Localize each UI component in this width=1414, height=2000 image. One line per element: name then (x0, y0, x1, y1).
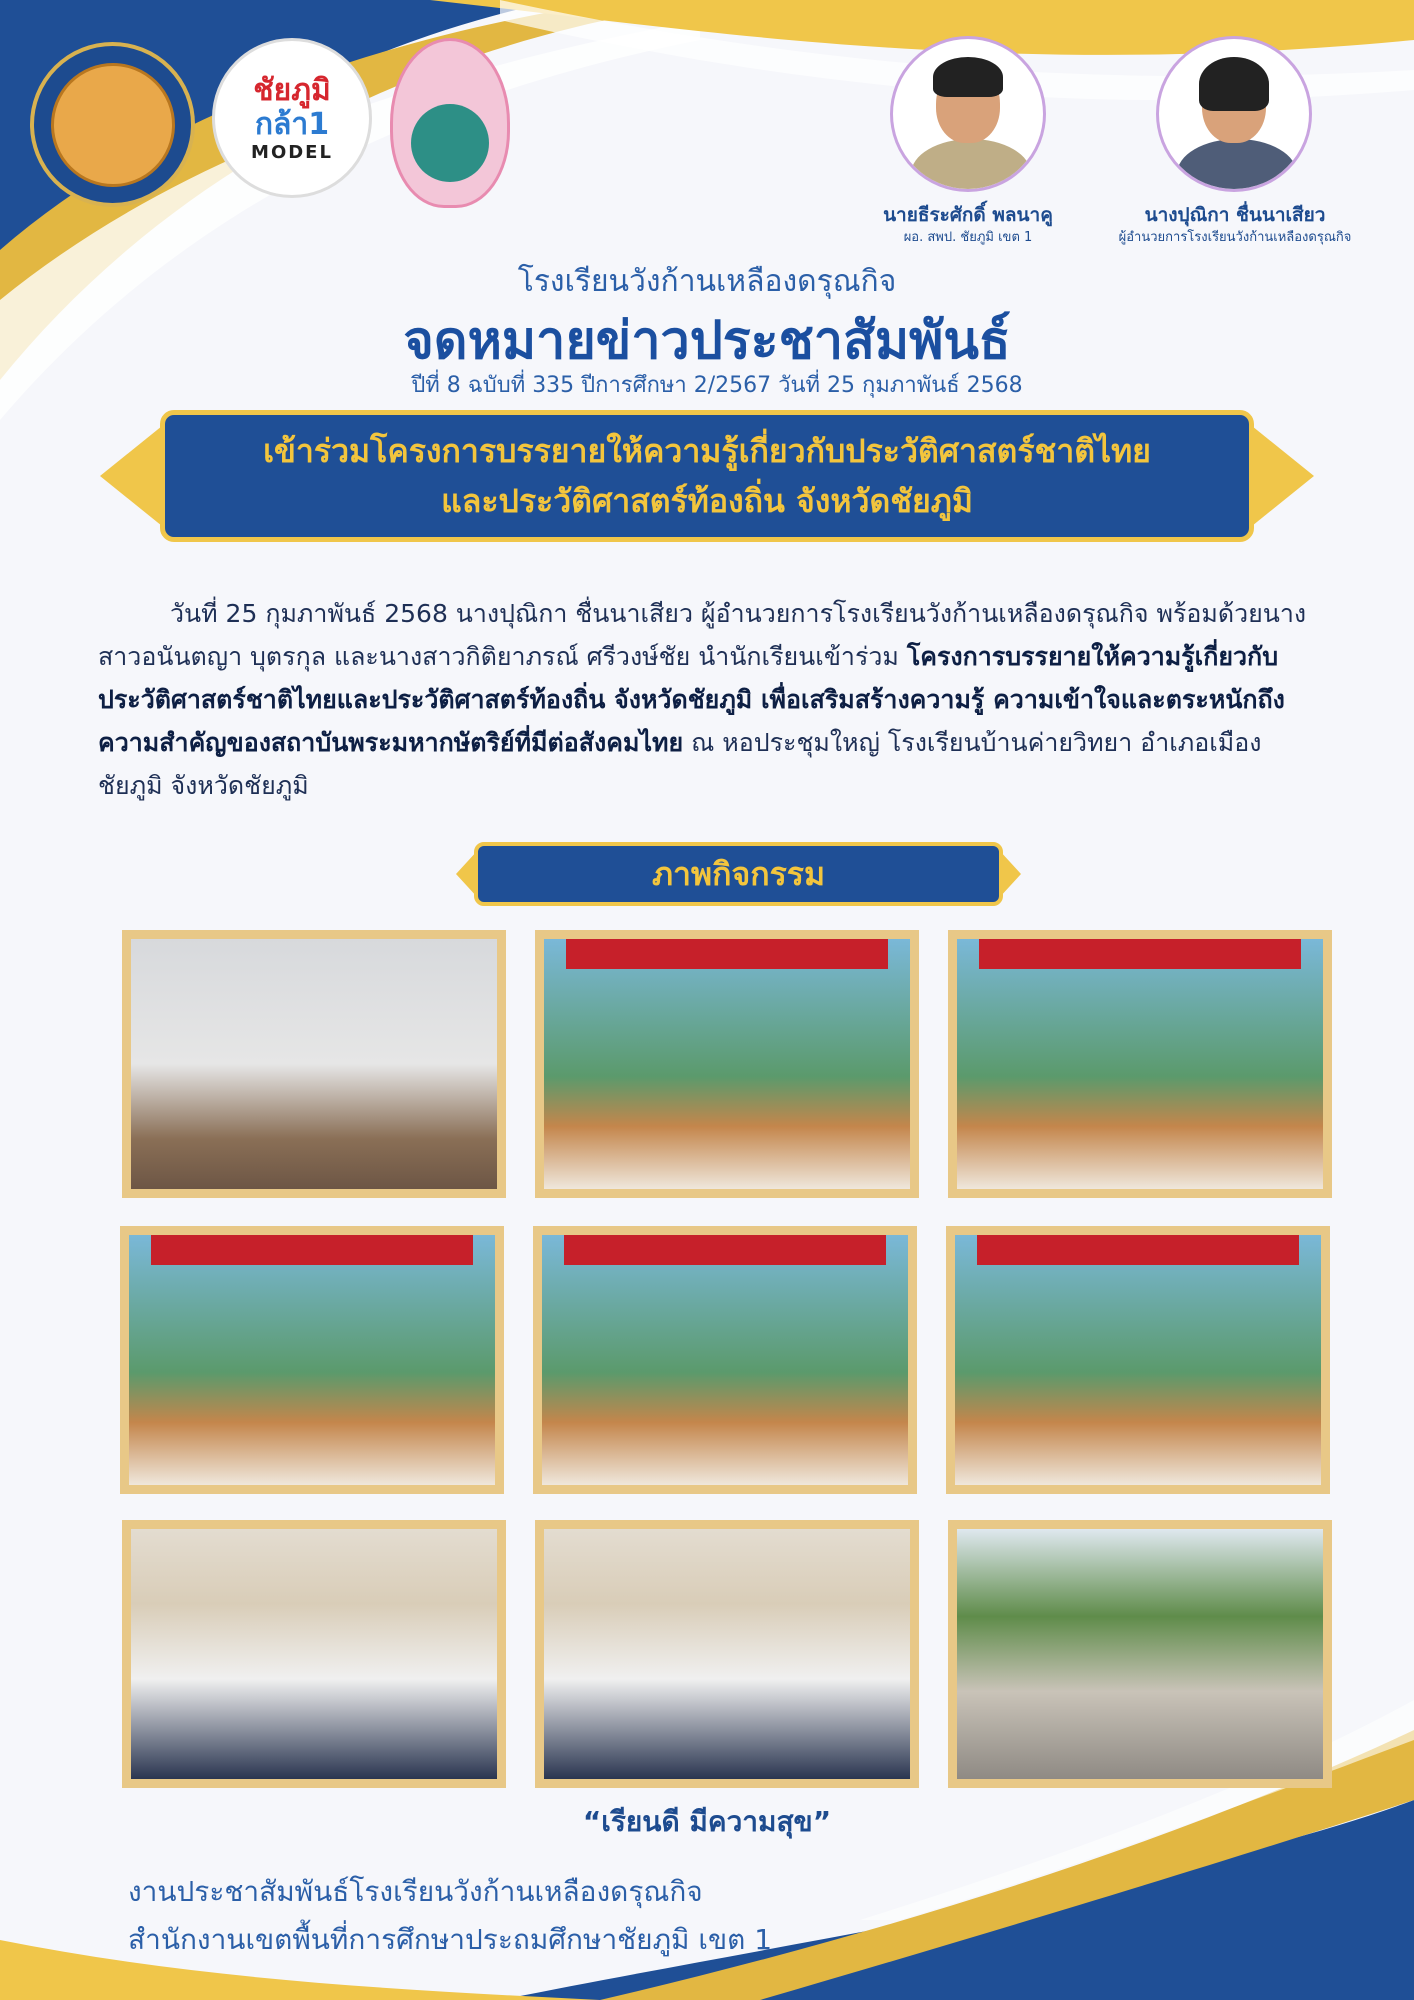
news-text-bold: โครงการบรรยายให้ความรู้เกี่ยวกับประวัติศาสตร์ชาติไทยและประวัติศาสตร์ท้องถิ่น จังหวัดชัยภูมิ เพื่อเสริมสร้างความรู้ ความเข้าใจและตระหนักถึงความสำคัญของสถาบันพระมหากษัตริย์ที่มีต่อสังคมไทย (98, 642, 1285, 757)
headline-banner (100, 410, 1314, 542)
issue-info: ปีที่ 8 ฉบับที่ 335 ปีการศึกษา 2/2567 วันที่ 25 กุมภาพันธ์ 2568 (411, 373, 1023, 398)
banner-right-ornament (1252, 426, 1314, 526)
footer-line-1: งานประชาสัมพันธ์โรงเรียนวังก้านเหลืองดรุณกิจ (128, 1875, 703, 1908)
gallery-label: ภาพกิจกรรม (651, 854, 826, 893)
portrait-area-director (890, 36, 1046, 192)
photo-office-meeting (122, 930, 506, 1198)
photo-group-performers (533, 1226, 917, 1494)
newsletter-title: จดหมายข่าวประชาสัมพันธ์ (403, 311, 1011, 371)
photo-stage-dancers (948, 930, 1332, 1198)
footer-line-2: สำนักงานเขตพื้นที่การศึกษาประถมศึกษาชัยภูมิ เขต 1 (128, 1923, 773, 1956)
logo-text-number: 1 (308, 106, 330, 142)
photo-stage-performance (535, 930, 919, 1198)
photo-group-officials (120, 1226, 504, 1494)
gallery-heading (456, 842, 1021, 906)
area-office-logo (30, 42, 195, 207)
school-motto: “เรียนดี มีความสุข” (582, 1805, 832, 1838)
logo-text-line1: ชัยภูมิ (253, 72, 331, 108)
logo-text-line3: MODEL (251, 141, 333, 163)
chaiyaphum-model-logo (212, 38, 372, 198)
headline-line-2: และประวัติศาสตร์ท้องถิ่น จังหวัดชัยภูมิ (441, 482, 973, 520)
official-name-1: นายธีระศักดิ์ พลนาคู (883, 204, 1053, 226)
photo-students-seated (122, 1520, 506, 1788)
official-title-1: ผอ. สพป. ชัยภูมิ เขต 1 (903, 230, 1033, 245)
photo-students-crowd (535, 1520, 919, 1788)
news-text: วันที่ 25 กุมภาพันธ์ 2568 นางปุณิกา ชื่นนาเสียว ผู้อำนวยการโรงเรียนวังก้านเหลืองดรุณกิจ พร้อมด้วยนางสาวอนันตญา บุตรกุล และนางสาวกิติยาภรณ์ ศรีวงษ์ชัย นำนักเรียนเข้าร่วม (98, 599, 1307, 671)
official-name-2: นางปุณิกา ชื่นนาเสียว (1144, 204, 1326, 226)
news-text-end: ณ หอประชุมใหญ่ โรงเรียนบ้านค่ายวิทยา อำเภอเมืองชัยภูมิ จังหวัดชัยภูมิ (98, 728, 1262, 800)
school-name: โรงเรียนวังก้านเหลืองดรุณกิจ (517, 264, 897, 299)
logo-text-line2: กล้า (254, 106, 309, 142)
school-emblem-logo (390, 38, 510, 208)
banner-left-ornament (100, 426, 162, 526)
headline-line-1: เข้าร่วมโครงการบรรยายให้ความรู้เกี่ยวกับประวัติศาสตร์ชาติไทย (263, 432, 1151, 470)
official-title-2: ผู้อำนวยการโรงเรียนวังก้านเหลืองดรุณกิจ (1118, 230, 1352, 245)
photo-dance-audience (946, 1226, 1330, 1494)
portrait-school-director (1156, 36, 1312, 192)
photo-outdoor-group (948, 1520, 1332, 1788)
news-paragraph (98, 592, 1308, 807)
